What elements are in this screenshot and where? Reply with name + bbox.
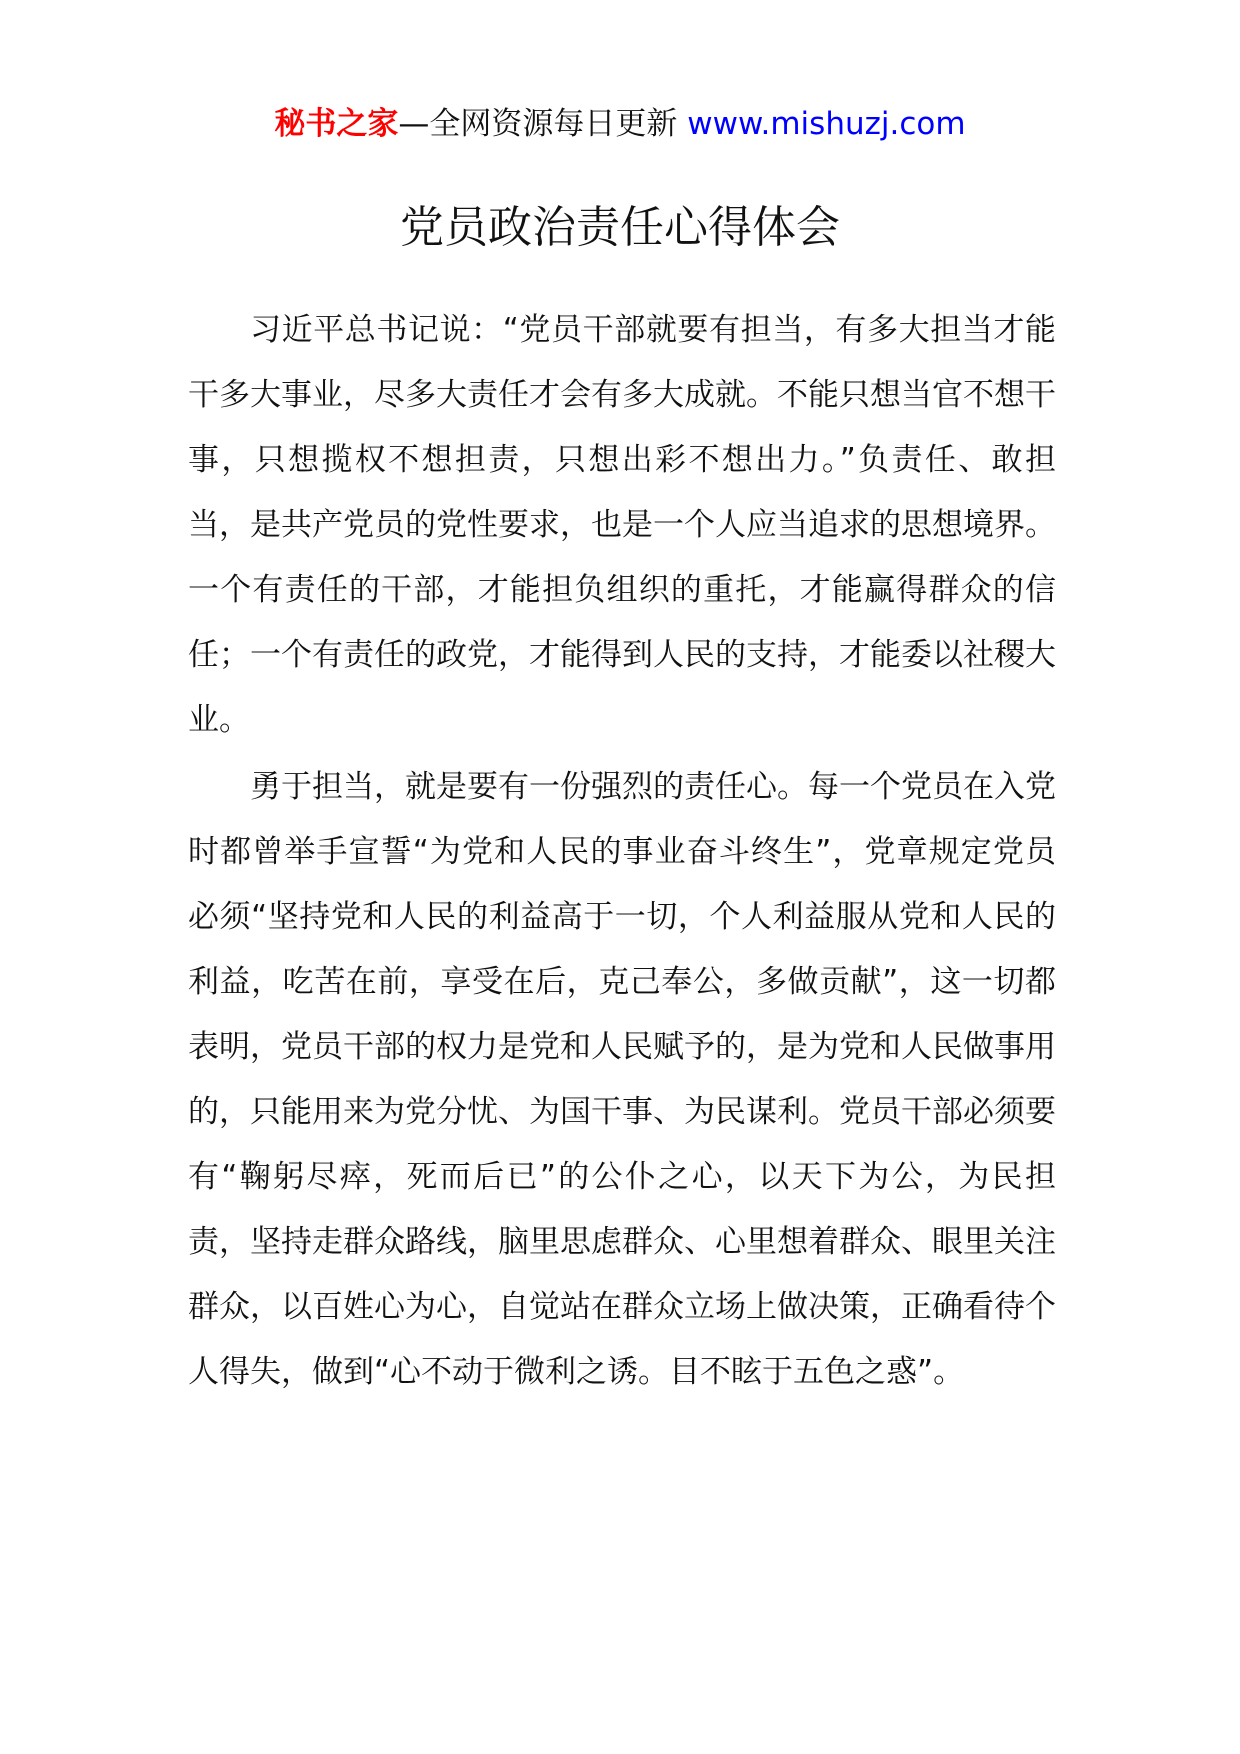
paragraph-1: 习近平总书记说：“党员干部就要有担当，有多大担当才能干多大事业，尽多大责任才会有多大成就。不能只想当官不想干事，只想揽权不想担责，只想出彩不想出力。”负责任、敢担当，是共产党员的党性要求，也是一个人应当追求的思想境界。一个有责任的干部，才能担负组织的重托，才能赢得群众的信任；一个有责任的政党，才能得到人民的支持，才能委以社稷大业。 [188, 312, 1056, 738]
site-brand: 秘书之家 [274, 106, 399, 142]
document-body [188, 298, 1056, 1407]
site-tagline: —全网资源每日更新 [398, 106, 678, 142]
site-header [0, 104, 1240, 144]
site-url-link[interactable]: www.mishuzj.com [687, 106, 966, 142]
document-title: 党员政治责任心得体会 [400, 202, 840, 253]
paragraph-2: 勇于担当，就是要有一份强烈的责任心。每一个党员在入党时都曾举手宣誓“为党和人民的事业奋斗终生”，党章规定党员必须“坚持党和人民的利益高于一切，个人利益服从党和人民的利益，吃苦在前，享受在后，克己奉公，多做贡献”，这一切都表明，党员干部的权力是党和人民赋予的，是为党和人民做事用的，只能用来为党分忧、为国干事、为民谋利。党员干部必须要有“鞠躬尽瘁，死而后已”的公仆之心，以天下为公，为民担责，坚持走群众路线，脑里思虑群众、心里想着群众、眼里关注群众，以百姓心为心，自觉站在群众立场上做决策，正确看待个人得失，做到“心不动于微利之诱。目不眩于五色之惑”。 [188, 769, 1056, 1390]
